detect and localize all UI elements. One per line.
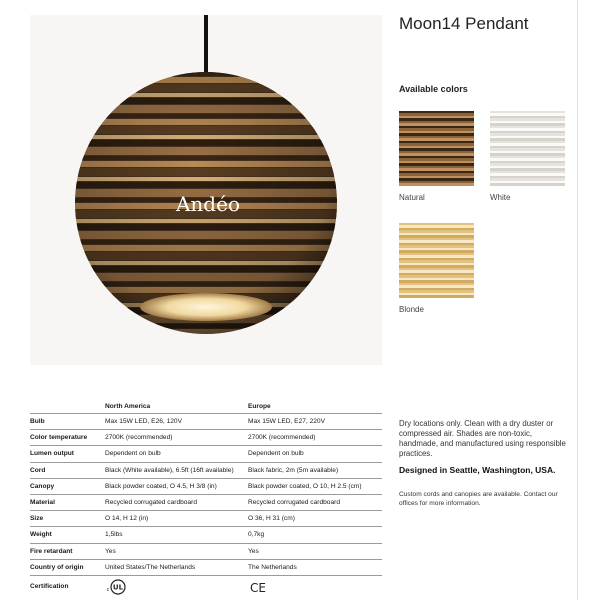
swatch-texture-stripe bbox=[399, 245, 474, 248]
swatch-texture-stripe bbox=[399, 123, 474, 126]
table-row bbox=[30, 559, 382, 575]
spec-label: Certification bbox=[30, 575, 105, 598]
swatch-texture-stripe bbox=[399, 136, 474, 138]
swatch-texture-stripe bbox=[399, 153, 474, 156]
swatch-texture-stripe bbox=[399, 113, 474, 116]
swatch-texture-stripe bbox=[490, 116, 565, 118]
watermark-logo: Andéo bbox=[175, 192, 241, 216]
swatch-texture-stripe bbox=[399, 235, 474, 238]
spec-value-na: Max 15W LED, E26, 120V bbox=[105, 414, 248, 430]
swatch-texture-stripe bbox=[399, 158, 474, 161]
swatch-texture-stripe bbox=[399, 151, 474, 153]
color-label-white: White bbox=[490, 193, 511, 202]
swatch-texture-stripe bbox=[399, 143, 474, 146]
swatch-texture-stripe bbox=[490, 166, 565, 168]
swatch-texture-stripe bbox=[399, 265, 474, 268]
spec-label: Weight bbox=[30, 527, 105, 543]
cord bbox=[204, 15, 208, 75]
specs-header-blank bbox=[30, 399, 105, 414]
swatch-texture-stripe bbox=[399, 240, 474, 243]
spec-label: Bulb bbox=[30, 414, 105, 430]
spec-value-eu: Black fabric, 2m (5m available) bbox=[248, 462, 382, 478]
swatch-texture-stripe bbox=[490, 143, 565, 146]
swatch-texture-stripe bbox=[399, 295, 474, 298]
swatch-texture-stripe bbox=[399, 260, 474, 263]
swatch-texture-stripe bbox=[490, 121, 565, 123]
swatch-texture-stripe bbox=[490, 151, 565, 153]
table-row bbox=[30, 543, 382, 559]
swatch-texture-stripe bbox=[490, 113, 565, 116]
swatch-texture-stripe bbox=[399, 121, 474, 123]
svg-text:c: c bbox=[106, 586, 110, 593]
table-row bbox=[30, 527, 382, 543]
swatch-texture-stripe bbox=[399, 238, 474, 240]
spec-label: Lumen output bbox=[30, 446, 105, 462]
swatch-texture-stripe bbox=[490, 171, 565, 173]
table-row-certification bbox=[30, 575, 382, 598]
spec-value-na: Yes bbox=[105, 543, 248, 559]
svg-text:CE: CE bbox=[250, 580, 266, 594]
swatch-texture-stripe bbox=[399, 268, 474, 270]
swatch-texture-stripe bbox=[399, 228, 474, 230]
swatch-texture-stripe bbox=[399, 141, 474, 143]
swatch-texture-stripe bbox=[490, 168, 565, 171]
swatch-texture-stripe bbox=[399, 253, 474, 255]
spec-value-na: Recycled corrugated cardboard bbox=[105, 494, 248, 510]
swatch-texture-stripe bbox=[490, 146, 565, 148]
product-photo bbox=[30, 15, 382, 365]
product-title: Moon14 Pendant bbox=[399, 14, 529, 33]
specs-header-north-america: North America bbox=[105, 402, 151, 410]
swatch-texture-stripe bbox=[399, 233, 474, 235]
spec-value-na: O 14, H 12 (in) bbox=[105, 511, 248, 527]
swatch-texture-stripe bbox=[490, 181, 565, 183]
spec-value-na: Black (White available), 6.5ft (16ft available) bbox=[105, 462, 248, 478]
spec-value-eu: O 36, H 31 (cm) bbox=[248, 511, 382, 527]
spec-value-na: 2700K (recommended) bbox=[105, 430, 248, 446]
ce-certification-icon bbox=[248, 580, 268, 594]
designed-in-note: Designed in Seattle, Washington, USA. bbox=[399, 465, 556, 475]
specs-table bbox=[30, 399, 382, 598]
spec-label: Country of origin bbox=[30, 559, 105, 575]
care-note: Dry locations only. Clean with a dry duster or compressed air. Shades are non-toxic, handmade, and manufactured using responsible practices. bbox=[399, 419, 566, 458]
swatch-texture-stripe bbox=[399, 255, 474, 258]
spec-label: Cord bbox=[30, 462, 105, 478]
spec-value-na: Black powder coated, O 4.5, H 3/8 (in) bbox=[105, 478, 248, 494]
swatch-texture-stripe bbox=[399, 163, 474, 166]
table-row bbox=[30, 414, 382, 430]
ce-mark bbox=[248, 575, 382, 598]
swatch-texture-stripe bbox=[399, 178, 474, 181]
swatch-texture-stripe bbox=[399, 161, 474, 163]
swatch-texture-stripe bbox=[399, 171, 474, 173]
table-row bbox=[30, 446, 382, 462]
spec-label: Color temperature bbox=[30, 430, 105, 446]
spec-value-eu: Recycled corrugated cardboard bbox=[248, 494, 382, 510]
swatch-texture-stripe bbox=[490, 126, 565, 128]
spec-value-eu: Dependent on bulb bbox=[248, 446, 382, 462]
swatch-texture-stripe bbox=[399, 148, 474, 151]
swatch-texture-stripe bbox=[399, 230, 474, 233]
swatch-texture-stripe bbox=[399, 118, 474, 121]
swatch-texture-stripe bbox=[490, 131, 565, 133]
swatch-texture-stripe bbox=[399, 243, 474, 245]
swatch-texture-stripe bbox=[490, 176, 565, 178]
swatch-texture-stripe bbox=[399, 285, 474, 288]
table-row bbox=[30, 478, 382, 494]
custom-options-note: Custom cords and canopies are available. Contact our offices for more information. bbox=[399, 491, 558, 507]
spec-label: Material bbox=[30, 494, 105, 510]
swatch-texture-stripe bbox=[399, 116, 474, 118]
swatch-texture-stripe bbox=[490, 136, 565, 138]
color-swatch-blonde[interactable] bbox=[399, 223, 474, 298]
swatch-texture-stripe bbox=[399, 173, 474, 176]
swatch-texture-stripe bbox=[490, 183, 565, 186]
swatch-texture-stripe bbox=[490, 111, 565, 113]
swatch-texture-stripe bbox=[399, 166, 474, 168]
swatch-texture-stripe bbox=[399, 283, 474, 285]
table-row bbox=[30, 462, 382, 478]
cul-mark bbox=[105, 575, 248, 598]
swatch-texture-stripe bbox=[399, 128, 474, 131]
swatch-texture-stripe bbox=[490, 163, 565, 166]
spec-value-eu: Black powder coated, O 10, H 2.5 (cm) bbox=[248, 478, 382, 494]
swatch-texture-stripe bbox=[490, 148, 565, 151]
swatch-texture-stripe bbox=[399, 280, 474, 283]
swatch-texture-stripe bbox=[399, 223, 474, 225]
swatch-texture-stripe bbox=[490, 128, 565, 131]
table-row bbox=[30, 494, 382, 510]
color-label-natural: Natural bbox=[399, 193, 425, 202]
swatch-texture-stripe bbox=[490, 118, 565, 121]
color-swatch-white[interactable] bbox=[490, 111, 565, 186]
swatch-texture-stripe bbox=[399, 168, 474, 171]
swatch-texture-stripe bbox=[490, 141, 565, 143]
swatch-texture-stripe bbox=[490, 153, 565, 156]
color-label-blonde: Blonde bbox=[399, 305, 424, 314]
swatch-texture-stripe bbox=[399, 146, 474, 148]
svg-text:UL: UL bbox=[112, 583, 124, 592]
swatch-texture-stripe bbox=[490, 123, 565, 126]
swatch-texture-stripe bbox=[490, 158, 565, 161]
swatch-texture-stripe bbox=[399, 275, 474, 278]
spec-value-na: United States/The Netherlands bbox=[105, 559, 248, 575]
swatch-texture-stripe bbox=[399, 270, 474, 273]
colors-heading: Available colors bbox=[399, 84, 468, 94]
spec-value-eu: Yes bbox=[248, 543, 382, 559]
swatch-texture-stripe bbox=[399, 156, 474, 158]
table-row bbox=[30, 430, 382, 446]
swatch-texture-stripe bbox=[399, 181, 474, 183]
swatch-texture-stripe bbox=[490, 178, 565, 181]
spec-label: Canopy bbox=[30, 478, 105, 494]
swatch-texture-stripe bbox=[399, 290, 474, 293]
swatch-texture-stripe bbox=[399, 248, 474, 250]
spec-value-eu: Max 15W LED, E27, 220V bbox=[248, 414, 382, 430]
swatch-texture-stripe bbox=[399, 138, 474, 141]
swatch-texture-stripe bbox=[490, 156, 565, 158]
swatch-texture-stripe bbox=[399, 131, 474, 133]
page-edge-divider bbox=[577, 0, 578, 600]
spec-value-eu: The Netherlands bbox=[248, 559, 382, 575]
swatch-texture-stripe bbox=[399, 250, 474, 253]
swatch-texture-stripe bbox=[399, 288, 474, 290]
swatch-texture-stripe bbox=[490, 138, 565, 141]
swatch-texture-stripe bbox=[399, 273, 474, 275]
spec-value-eu: 2700K (recommended) bbox=[248, 430, 382, 446]
specs-header-row bbox=[30, 399, 382, 414]
cul-certification-icon bbox=[105, 579, 127, 595]
swatch-texture-stripe bbox=[399, 263, 474, 265]
swatch-texture-stripe bbox=[399, 176, 474, 178]
swatch-texture-stripe bbox=[490, 133, 565, 136]
table-row bbox=[30, 511, 382, 527]
spec-label: Fire retardant bbox=[30, 543, 105, 559]
spec-label: Size bbox=[30, 511, 105, 527]
swatch-texture-stripe bbox=[399, 111, 474, 113]
shade-opening-glow bbox=[140, 293, 272, 321]
specs-header-europe: Europe bbox=[248, 402, 271, 410]
swatch-texture-stripe bbox=[399, 225, 474, 228]
spec-value-eu: 0,7kg bbox=[248, 527, 382, 543]
swatch-texture-stripe bbox=[399, 293, 474, 295]
swatch-texture-stripe bbox=[490, 173, 565, 176]
swatch-texture-stripe bbox=[399, 133, 474, 136]
swatch-texture-stripe bbox=[490, 161, 565, 163]
swatch-texture-stripe bbox=[399, 278, 474, 280]
spec-value-na: 1,5lbs bbox=[105, 527, 248, 543]
spec-value-na: Dependent on bulb bbox=[105, 446, 248, 462]
swatch-texture-stripe bbox=[399, 183, 474, 186]
color-swatch-natural[interactable] bbox=[399, 111, 474, 186]
swatch-texture-stripe bbox=[399, 258, 474, 260]
swatch-texture-stripe bbox=[399, 126, 474, 128]
